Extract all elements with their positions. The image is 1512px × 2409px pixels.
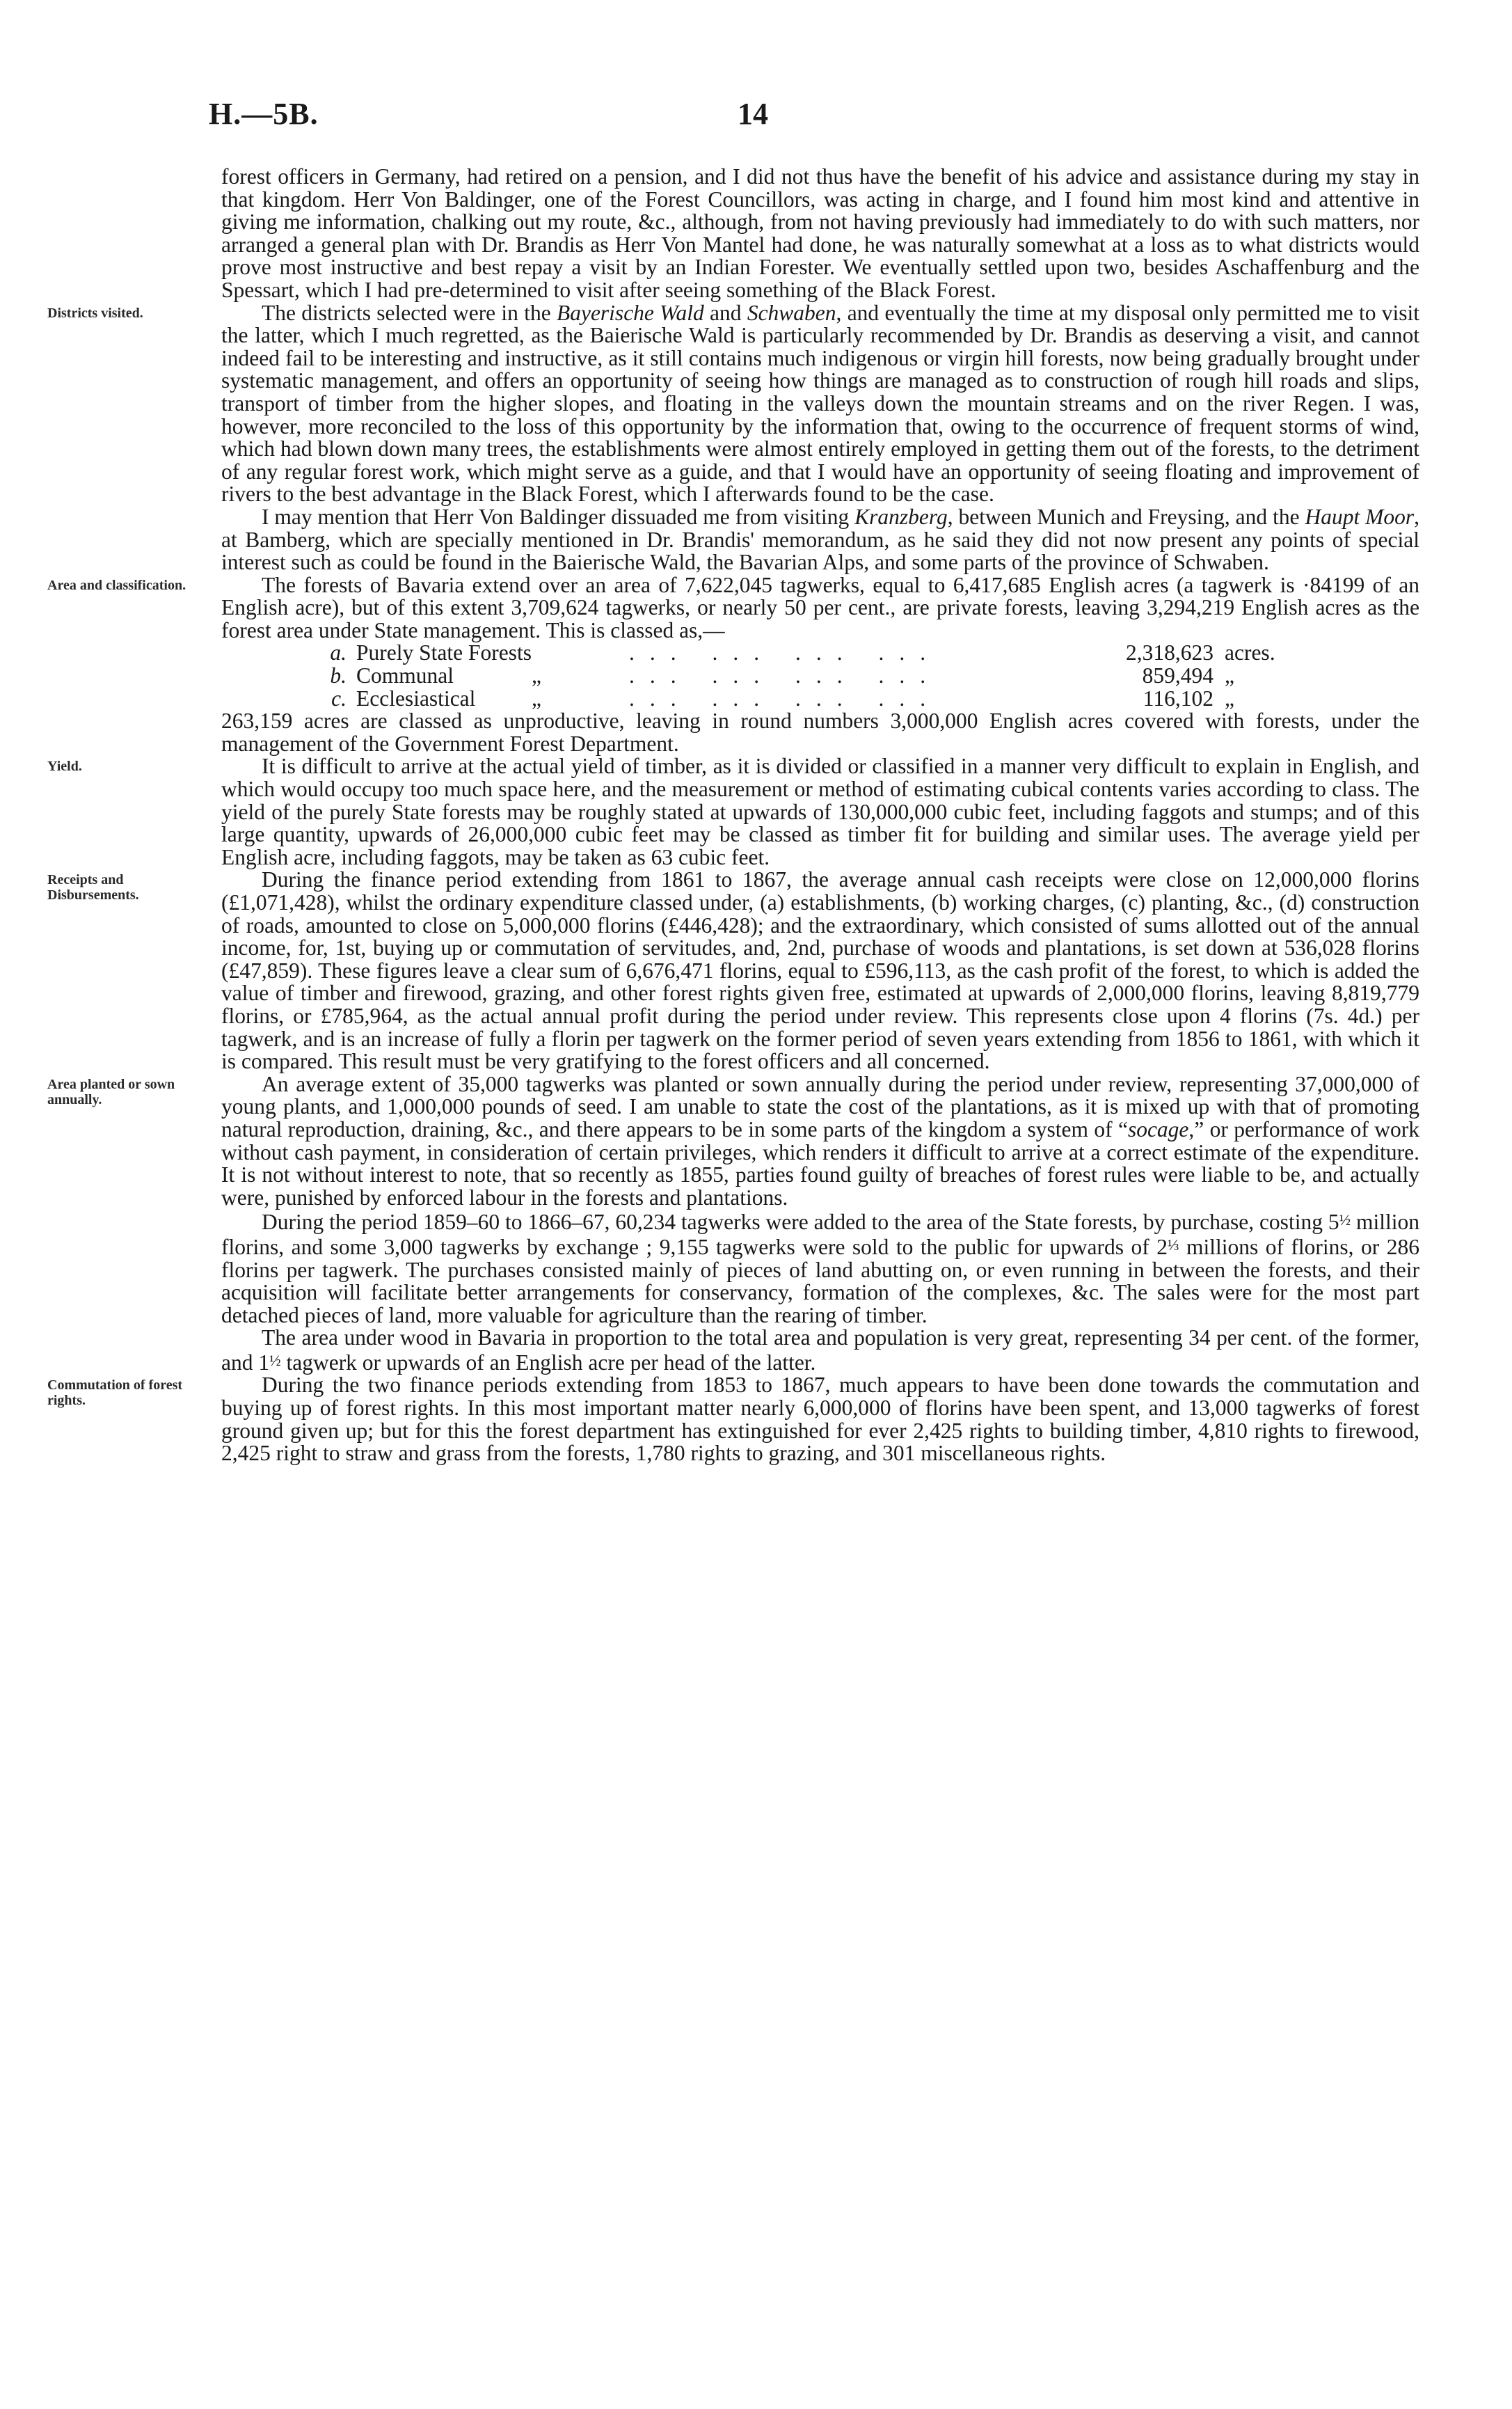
italic-term: socage (1127, 1116, 1189, 1142)
margin-note-receipts: Receipts and Disbursements. (47, 872, 139, 903)
fraction: ½ (1339, 1211, 1351, 1229)
italic-place: Schwaben (747, 300, 836, 325)
table-row: c. Ecclesiastical „ ... ... ... ... 116,102 „ (331, 686, 1234, 711)
paragraph-receipts: During the finance period extending from 1861 to 1867, the average annual cash receipts were close on 12,000,000 florins (£1,071,428), whilst the ordinary expenditure classed under, (a) establishments, (b) working charges, (c) planting, &c., (d) construction of roads, amounted to close on 5,000,000 florins (£446,428); and the extraordinary, which consisted of sums allotted out of the annual income, for, 1st, buying up or commutation of servitudes, and, 2nd, purchase of woods and plantations, is set down at 536,028 florins (£47,859). These figures leave a clear sum of 6,676,471 florins, equal to £596,113, as the cash profit of the forest, to which is added the value of timber and firewood, grazing, and other forest rights given free, estimated at upwards of 2,000,000 florins, leaving 8,819,779 florins, or £785,964, as the actual annual profit during the period under review. This represents close upon 4 florins (7s. 4d.) per tagwerk, and is an increase of fully a florin per tagwerk on the former period of seven years extending from 1856 to 1861, with which it is compared. This result must be very gratifying to the forest officers and all concerned. (221, 867, 1419, 1074)
margin-note-planted: Area planted or sown annually. (47, 1076, 175, 1107)
paragraph-area: The forests of Bavaria extend over an area of 7,622,045 tagwerks, equal to 6,417,685 English acres (a tagwerk is ·84199 of an English acre), but of this extent 3,709,624 tagwerks, or nearly 50 per cent., are private forests, leaving 3,294,219 English acres as the forest area under State management. This is classed as,— (221, 572, 1419, 642)
paragraph-area-wood: The area under wood in Bavaria in proportion to the total area and population is very great, representing 34 per cent. of the former, and 1½ tagwerk or upwards of an English acre per head of the latter. (221, 1325, 1419, 1375)
margin-note-yield: Yield. (47, 759, 82, 775)
italic-place: Kranzberg (854, 504, 948, 529)
italic-place: Haupt Moor (1305, 504, 1415, 529)
fraction: ⅓ (1167, 1235, 1179, 1254)
paragraph-purchases: During the period 1859–60 to 1866–67, 60,234 tagwerks were added to the area of the State forests, by purchase, costing 5½ million florins, and some 3,000 tagwerks by exchange ; 9,155 tagwerks were sold to the public for upwards of 2⅓ millions of florins, or 286 florins per tagwerk. The purchases consisted mainly of pieces of land abutting on, or even running in between the forests, and their acquisition will facilitate better arrangements for conservancy, formation of the complexes, &c. The sales were for the most part detached pieces of land, more valuable for agriculture than the rearing of timber. (221, 1210, 1419, 1327)
page-number: 14 (738, 97, 768, 131)
classification-table (305, 642, 1275, 710)
table-row: b. Communal „ ... ... ... ... 859,494 „ (330, 663, 1234, 688)
page-body (47, 164, 1419, 1466)
document-reference: H.—5B. (209, 97, 319, 131)
paragraph-yield: It is difficult to arrive at the actual yield of timber, as it is divided or classified in a manner very difficult to explain in English, and which would occupy too much space here, and the measurement or method of estimating cubical contents varies according to class. The yield of the purely State forests may be roughly stated at upwards of 130,000,000 cubic feet, including faggots and stumps; and of this large quantity, upwards of 26,000,000 cubic feet may be classed as timber fit for building and similar uses. The average yield per English acre, including faggots, may be taken as 63 cubic feet. (221, 754, 1419, 869)
section-area (47, 572, 1419, 756)
section-districts (47, 300, 1419, 507)
paragraph-planted: An average extent of 35,000 tagwerks was planted or sown annually during the period under review, representing 37,000,000 of young plants, and 1,000,000 pounds of seed. I am unable to state the cost of the plantations, as it is mixed up with that of promoting natural reproduction, draining, &c., and there appears to be in some parts of the kingdom a system of “socage,” or performance of work without cash payment, in consideration of certain privileges, which renders it difficult to arrive at a correct estimate of the expenditure. It is not without interest to note, that so recently as 1855, parties found guilty of breaches of forest rules were liable to be, and actually were, punished by enforced labour in the forests and plantations. (221, 1071, 1419, 1210)
italic-place: Bayerische Wald (556, 300, 704, 325)
fraction: ½ (269, 1351, 281, 1369)
paragraph-continued: forest officers in Germany, had retired on a pension, and I did not thus have the benefit of his advice and assistance during my stay in that kingdom. Herr Von Baldinger, one of the Forest Councillors, was acting in charge, and I found him most kind and attentive in giving me information, chalking out my route, &c., although, from not having previously had immediately to do with such matters, nor arranged a general plan with Dr. Brandis as Herr Von Mantel had done, he was naturally somewhat at a loss as to what districts would prove most instructive and best repay a visit by an Indian Forester. We eventually settled upon two, besides Aschaffenburg and the Spessart, which I had pre-determined to visit after seeing something of the Black Forest. (221, 164, 1419, 302)
page-header (209, 96, 1433, 145)
section-yield (47, 754, 1419, 869)
section-commutation (47, 1373, 1419, 1466)
section-planted (47, 1071, 1419, 1210)
paragraph-kranzberg: I may mention that Herr Von Baldinger dissuaded me from visiting Kranzberg, between Munich and Freysing, and the Haupt Moor, at Bamberg, which are specially mentioned in Dr. Brandis' memorandum, as he said they did not now present any points of special interest such as could be found in the Baierische Wald, the Bavarian Alps, and some parts of the province of Schwaben. (221, 504, 1419, 575)
paragraph-districts: The districts selected were in the Bayerische Wald and Schwaben, and eventually the time at my disposal only permitted me to visit the latter, which I much regretted, as the Baierische Wald is particularly recommended by Dr. Brandis as deserving a visit, and cannot indeed fail to be interesting and instructive, as it still contains much indigenous or virgin hill forests, now being gradually brought under systematic management, and offers an opportunity of seeing how things are managed as to construction of rough hill roads and slips, transport of timber from the higher slopes, and floating in the valleys down the mountain streams and on the river Regen. I was, however, more reconciled to the loss of this opportunity by the information that, owing to the occurrence of frequent storms of wind, which had blown down many trees, the establishments were almost entirely employed in getting them out of the forests, to the detriment of any regular forest work, which might serve as a guide, and that I would have an opportunity of seeing floating and improvement of rivers to the best advantage in the Black Forest, which I afterwards found to be the case. (221, 300, 1419, 507)
paragraph-commutation: During the two finance periods extending from 1853 to 1867, much appears to have been done towards the commutation and buying up of forest rights. In this most important matter nearly 6,000,000 of florins have been spent, and 13,000 tagwerks of forest ground given up; but for this the forest department has extinguished for ever 2,425 rights to building timber, 4,810 rights to firewood, 2,425 right to straw and grass from the forests, 1,780 rights to grazing, and 301 miscellaneous rights. (221, 1373, 1419, 1466)
margin-note-districts: Districts visited. (47, 305, 143, 321)
margin-note-commutation: Commutation of forest rights. (47, 1377, 183, 1409)
section-receipts (47, 867, 1419, 1074)
margin-note-area: Area and classification. (47, 577, 186, 593)
paragraph-unproductive: 263,159 acres are classed as unproductive, leaving in round numbers 3,000,000 English acres covered with forests, under the management of the Government Forest Department. (221, 709, 1419, 756)
table-row: a. Purely State Forests ... ... ... ... 2,318,623 acres. (330, 640, 1275, 665)
